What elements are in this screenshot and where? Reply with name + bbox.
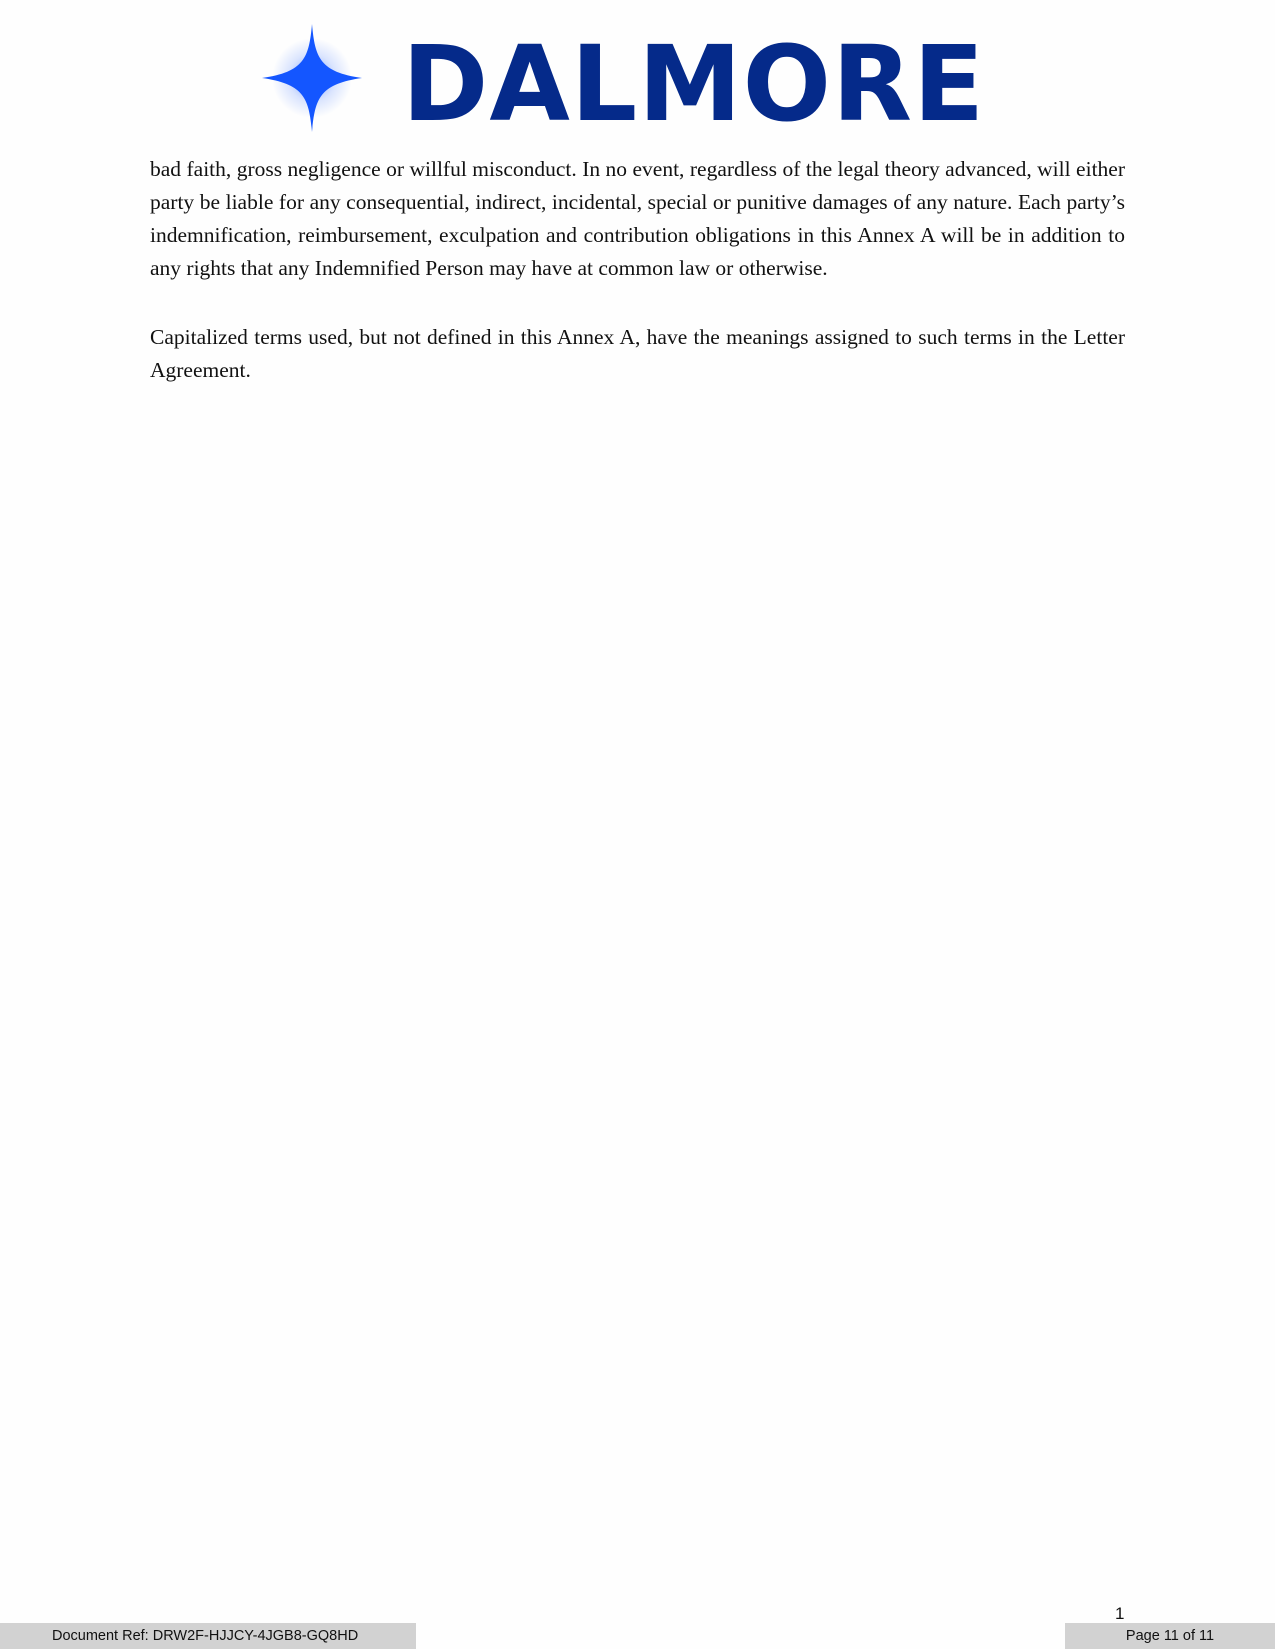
paragraph-definitions: Capitalized terms used, but not defined in this Annex A, have the meanings assigned to such terms in the Letter Agreement. bbox=[150, 325, 1125, 382]
document-body bbox=[150, 153, 1125, 423]
page-number: 1 bbox=[1115, 1604, 1125, 1623]
document-ref-label: Document Ref: DRW2F-HJJCY-4JGB8-GQ8HD bbox=[0, 1623, 416, 1649]
page-count-label: Page 11 of 11 bbox=[1065, 1623, 1275, 1649]
paragraph-liability: bad faith, gross negligence or willful misconduct. In no event, regardless of the legal theory advanced, will either party be liable for any consequential, indirect, incidental, special or punitive damages of any nature. Each party’s indemnification, reimbursement, exculpation and contribution obligations in this Annex A will be in addition to any rights that any Indemnified Person may have at common law or otherwise. bbox=[150, 157, 1125, 280]
logo-wordmark: DALMORE bbox=[402, 23, 986, 145]
dalmore-logo bbox=[262, 22, 1012, 145]
four-point-star-icon bbox=[262, 22, 374, 134]
